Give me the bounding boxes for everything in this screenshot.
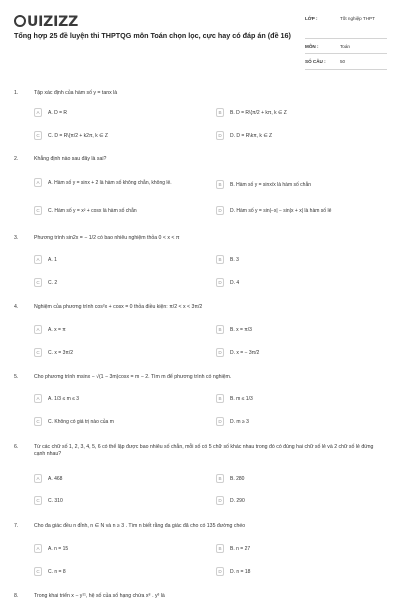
logo-text: UIZIZZ [27,14,79,30]
option-text: D. x = − 3π/2 [230,349,260,356]
option-c[interactable] [34,131,204,140]
option-c[interactable] [34,206,204,215]
option-text: D. 290 [230,497,245,504]
option-d[interactable] [216,348,396,357]
page-title: Tổng hợp 25 đề luyện thi THPTQG môn Toán chọn lọc, cực hay có đáp án (đề 16) [14,31,291,40]
question-number: 5. [14,374,19,380]
option-key: B [216,325,224,334]
question-text: Tập xác định của hàm số y = tanx là [34,90,118,96]
option-key: A [34,108,42,117]
question-number: 4. [14,304,19,310]
option-key: D [216,206,224,215]
option-a[interactable] [34,474,204,483]
option-b[interactable] [216,108,396,117]
question-text: Phương trình sin2x = − 1/2 có bao nhiêu nghiệm thỏa 0 < x < π [34,235,180,241]
option-b[interactable] [216,394,396,403]
option-text: D. n = 18 [230,568,251,575]
question-text: Trong khai triển x − y¹¹, hệ số của số hạng chứa x⁸ . y³ là [34,593,165,599]
question-text: Nghiệm của phương trình cos²x + cosx = 0 thỏa điều kiện: π/2 < x < 3π/2 [34,304,203,310]
option-key: A [34,325,42,334]
option-c[interactable] [34,278,204,287]
option-key: D [216,417,224,426]
option-text: C. n = 8 [48,568,66,575]
option-text: D. m ≥ 3 [230,418,249,425]
option-key: B [216,394,224,403]
option-key: A [34,178,42,187]
option-key: B [216,474,224,483]
question-number: 2. [14,156,19,162]
option-key: A [34,474,42,483]
question-text: Khẳng định nào sau đây là sai? [34,156,107,162]
option-text: D. 4 [230,279,240,286]
option-text: B. Hàm số y = sinx/x là hàm số chẵn [230,181,312,188]
option-text: B. 280 [230,475,245,482]
option-text: D. Hàm số y = sin|−x| − sin|x + x| là hàm số lẻ [230,207,332,214]
option-key: B [216,255,224,264]
option-d[interactable] [216,278,396,287]
option-d[interactable] [216,496,396,505]
question-text: Từ các chữ số 1, 2, 3, 4, 5, 6 có thể lập được bao nhiêu số chẵn, mỗi số có 5 chữ số khác nhau trong đó có đúng hai chữ số lẻ và 2 chữ số lẻ đứng cạnh nhau? [34,444,374,457]
option-d[interactable] [216,206,396,215]
meta-label: MÔN : [305,44,319,49]
meta-value: 50 [340,59,346,64]
option-b[interactable] [216,474,396,483]
question-number: 8. [14,593,19,599]
option-key: C [34,131,42,140]
option-d[interactable] [216,417,396,426]
option-key: D [216,567,224,576]
worksheet-meta [305,14,387,70]
option-text: A. 1/3 ≤ m ≤ 3 [48,395,80,402]
option-key: D [216,278,224,287]
question-number: 1. [14,90,19,96]
option-a[interactable] [34,325,204,334]
option-key: D [216,496,224,505]
option-text: C. Không có giá trị nào của m [48,418,114,425]
option-b[interactable] [216,544,396,553]
option-d[interactable] [216,567,396,576]
option-text: C. 2 [48,279,58,286]
meta-row-class [305,14,387,39]
option-text: A. 1 [48,256,57,263]
option-c[interactable] [34,348,204,357]
meta-label: LỚP : [305,16,318,21]
meta-label: SỐ CÂU : [305,59,326,64]
option-key: D [216,348,224,357]
option-key: B [216,108,224,117]
option-text: A. x = π [48,326,66,333]
option-c[interactable] [34,417,204,426]
option-text: C. D = R\{π/2 + k2π, k ∈ Z [48,132,108,139]
option-a[interactable] [34,178,204,187]
logo-q-icon [14,15,26,27]
option-a[interactable] [34,108,204,117]
option-a[interactable] [34,255,204,264]
option-text: B. n = 27 [230,545,251,552]
meta-row-count [305,54,387,70]
question-text: Cho phương trình msinx − √(1 − 3m)cosx = m − 2. Tìm m để phương trình có nghiệm. [34,374,232,380]
option-text: C. Hàm số y = x² + cosx là hàm số chẵn [48,207,137,214]
option-text: A. Hàm số y = sinx + 2 là hàm số không chẵn, không lẻ. [48,179,172,186]
option-text: A. 468 [48,475,63,482]
option-key: D [216,131,224,140]
option-key: C [34,278,42,287]
option-text: B. 3 [230,256,239,263]
question-text: Cho đa giác đều n đỉnh, n ∈ N và n ≥ 3 . Tìm n biết rằng đa giác đã cho có 135 đường chéo [34,523,246,529]
option-key: A [34,394,42,403]
option-text: C. 310 [48,497,63,504]
option-text: B. D = R\{π/2 + kπ, k ∈ Z [230,109,287,116]
option-a[interactable] [34,394,204,403]
option-c[interactable] [34,496,204,505]
meta-row-subject [305,39,387,54]
option-b[interactable] [216,325,396,334]
option-key: C [34,496,42,505]
option-key: C [34,348,42,357]
option-b[interactable] [216,180,396,189]
option-key: C [34,206,42,215]
option-text: A. n = 15 [48,545,69,552]
question-number: 3. [14,235,19,241]
quizizz-logo [14,14,78,30]
option-key: A [34,544,42,553]
option-key: C [34,567,42,576]
option-key: A [34,255,42,264]
option-key: B [216,180,224,189]
option-b[interactable] [216,255,396,264]
option-text: D. D = R\kπ, k ∈ Z [230,132,273,139]
option-key: C [34,417,42,426]
option-text: C. x = 3π/2 [48,349,73,356]
option-c[interactable] [34,567,204,576]
option-d[interactable] [216,131,396,140]
question-number: 7. [14,523,19,529]
meta-value: Tốt nghiệp THPT [340,16,375,21]
option-key: B [216,544,224,553]
option-text: B. x = π/3 [230,326,252,333]
meta-value: Toán [340,44,350,49]
question-number: 6. [14,444,19,450]
option-a[interactable] [34,544,204,553]
option-text: A. D = R [48,109,68,116]
option-text: B. m ≤ 1/3 [230,395,253,402]
